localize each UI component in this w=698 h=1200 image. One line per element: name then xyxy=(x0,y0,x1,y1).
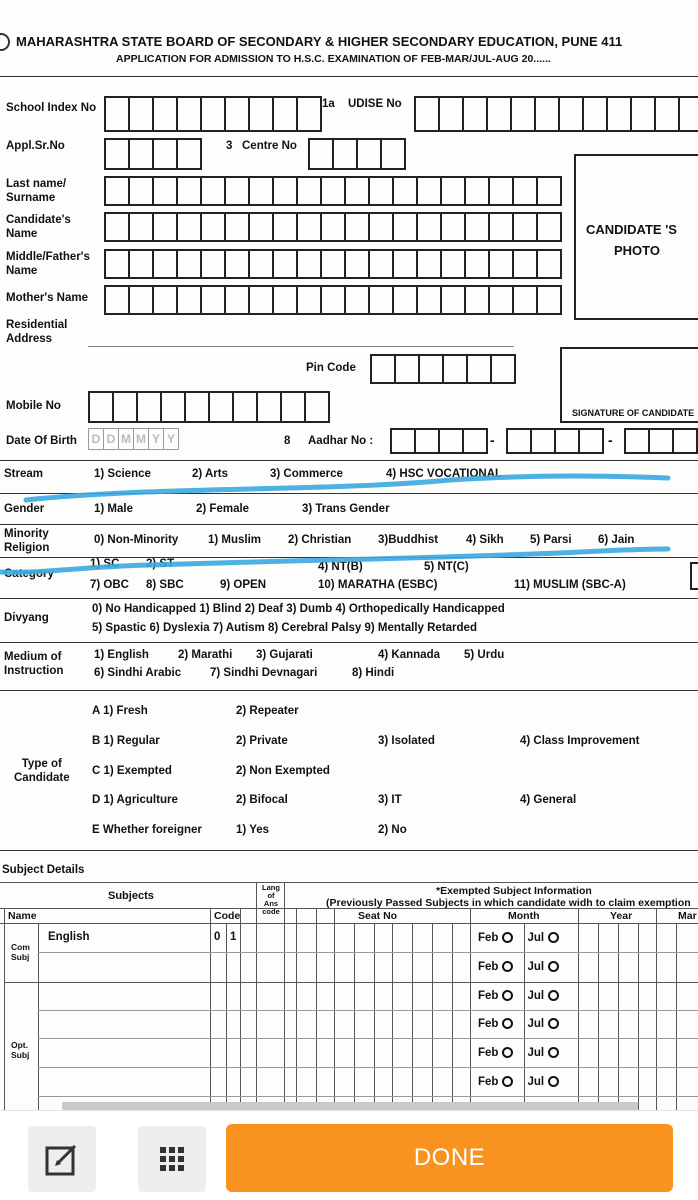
minority-option-0[interactable]: 0) Non-Minority xyxy=(94,534,179,546)
dob-label: Date Of Birth xyxy=(6,435,77,447)
candidate-name-label: Candidate's Name xyxy=(6,214,71,240)
dob-boxes[interactable]: D D M M Y Y xyxy=(88,428,178,450)
residential-address-label: Residential Address xyxy=(6,319,68,345)
category-label: Category xyxy=(4,568,54,580)
medium-option-marathi[interactable]: 2) Marathi xyxy=(178,649,233,661)
divyang-label: Divyang xyxy=(4,612,49,624)
lang-code-header: Lang of Ans code xyxy=(262,883,280,916)
type-e-foreigner: E Whether foreigner xyxy=(92,824,202,836)
middle-name-label: Middle/Father's Name xyxy=(6,251,90,277)
type-a-fresh[interactable]: A 1) Fresh xyxy=(92,705,148,717)
mark-header: Mar xyxy=(678,910,697,922)
medium-option-kannada[interactable]: 4) Kannada xyxy=(378,649,440,661)
medium-option-english[interactable]: 1) English xyxy=(94,649,149,661)
signature-label: SIGNATURE OF CANDIDATE xyxy=(572,408,695,418)
category-option-ntc[interactable]: 5) NT(C) xyxy=(424,561,469,573)
month-header: Month xyxy=(508,910,540,922)
type-b-regular[interactable]: B 1) Regular xyxy=(92,735,160,747)
type-c-exempted[interactable]: C 1) Exempted xyxy=(92,765,172,777)
minority-option-1[interactable]: 1) Muslim xyxy=(208,534,262,546)
month-row-1[interactable]: Feb Jul xyxy=(478,932,559,944)
centre-label: Centre No xyxy=(242,140,297,152)
year-header: Year xyxy=(610,910,633,922)
application-form: MAHARASHTRA STATE BOARD OF SECONDARY & HIGHER SECONDARY EDUCATION, PUNE 411 APPLICATION FOR ADMISSION TO H.S.C. EXAMINATION OF FEB-MAR/JUL-AUG 20...... School Index No 1a UDISE No Appl.Sr.No 3 Centre No Last name/ Surname Candidate's Name Middle/Father's Name Mother's Name CANDIDATE 'S PHOTO Residential Address Pin Code SIGNATURE OF CANDIDATE Mobile No Date Of Birth D D M M Y Y 8 Aadhar No : - - Stream 1) Science 2) Arts 3) Commerce 4) HSC VOCATIONAL Gender 1) Male 2) Female 3) Trans Gender Minority Religion 0) Non-Minority 1) Muslim 2) Christian 3)Buddhist 4) Sikh 5) Parsi 6) Jain Category 1) SC 2) ST 4) NT(B) 5) NT(C) 7) OBC 8) SBC 9) OPEN 10) MARATHA (ESBC) 11) MUSLIM (SBC-A) Divyang 0) No Handicapped 1) Blind 2) Deaf 3) Dumb 4) Orthopedically Handicapped 5) Spastic 6) Dyslexia 7) Autism 8) Cerebral Palsy 9) Mentally Retarded Medium of Instruction 1) English 2) Marathi 3) Gujarati 4) Kannada 5) Urdu 6) Sindhi Arabic 7) Sindhi Devnagari 8) Hindi Type of Candidate A 1) Fresh 2) Repeater B 1) Regular 2) Private 3) Isolated 4) Class Improvement C 1) Exempted 2) Non Exempted D 1) Agriculture 2) Bifocal 3) IT 4) General E Whether foreigner 1) Yes 2) No Subject Details Subjects Lang of Ans code *Exempted Subject Information (Previously Passed Subjects in which candidate widh to claim exemption Name Code Seat No Month Year Mar Com Subj Opt. Subj English 0 1 Feb Jul Feb Jul Feb Jul Feb Jul Feb Jul Feb Jul xyxy=(0,0,698,1110)
category-option-ntb[interactable]: 4) NT(B) xyxy=(318,561,363,573)
edit-button[interactable] xyxy=(28,1126,96,1192)
type-d-general[interactable]: 4) General xyxy=(520,794,577,806)
english-code-digit-1: 0 xyxy=(214,931,221,943)
school-index-label: School Index No xyxy=(6,102,97,114)
grid-icon xyxy=(157,1144,187,1174)
minority-label: Minority Religion xyxy=(4,528,50,554)
medium-option-urdu[interactable]: 5) Urdu xyxy=(464,649,505,661)
pin-code-label: Pin Code xyxy=(306,362,356,374)
category-option-st[interactable]: 2) ST xyxy=(146,558,175,570)
month-row-5[interactable]: Feb Jul xyxy=(478,1047,559,1059)
category-option-sc[interactable]: 1) SC xyxy=(90,558,120,570)
centre-number: 3 xyxy=(226,140,233,152)
stream-label: Stream xyxy=(4,468,43,480)
optional-subject-label: Opt. Subj xyxy=(11,1040,30,1060)
divyang-options-row1[interactable]: 0) No Handicapped 1) Blind 2) Deaf 3) Dumb 4) Orthopedically Handicapped xyxy=(92,603,505,615)
mobile-label: Mobile No xyxy=(6,400,61,412)
edit-icon xyxy=(43,1140,81,1178)
medium-option-hindi[interactable]: 8) Hindi xyxy=(352,667,395,679)
category-option-open[interactable]: 9) OPEN xyxy=(220,579,267,591)
category-option-sbc[interactable]: 8) SBC xyxy=(146,579,184,591)
gender-option-trans[interactable]: 3) Trans Gender xyxy=(302,503,390,515)
code-header: Code xyxy=(214,910,241,922)
month-row-6[interactable]: Feb Jul xyxy=(478,1076,559,1088)
minority-option-5[interactable]: 5) Parsi xyxy=(530,534,572,546)
seat-no-header: Seat No xyxy=(358,910,398,922)
type-d-agriculture[interactable]: D 1) Agriculture xyxy=(92,794,178,806)
aadhar-number: 8 xyxy=(284,435,291,447)
subject-details-title: Subject Details xyxy=(2,864,85,876)
udise-label: UDISE No xyxy=(348,98,402,110)
gender-label: Gender xyxy=(4,503,45,515)
exempted-subheader: (Previously Passed Subjects in which candidate widh to claim exemption xyxy=(326,897,691,909)
subject-english: English xyxy=(48,931,90,943)
medium-option-sindhi-devnagari[interactable]: 7) Sindhi Devnagari xyxy=(210,667,318,679)
minority-option-4[interactable]: 4) Sikh xyxy=(466,534,504,546)
mother-name-label: Mother's Name xyxy=(6,292,88,304)
type-b-isolated[interactable]: 3) Isolated xyxy=(378,735,435,747)
type-b-class-improvement[interactable]: 4) Class Improvement xyxy=(520,735,640,747)
stream-option-vocational[interactable]: 4) HSC VOCATIONAL xyxy=(386,468,503,480)
subjects-header: Subjects xyxy=(108,890,154,902)
type-e-yes[interactable]: 1) Yes xyxy=(236,824,270,836)
grid-menu-button[interactable] xyxy=(138,1126,206,1192)
minority-option-6[interactable]: 6) Jain xyxy=(598,534,635,546)
exempted-header: *Exempted Subject Information xyxy=(436,885,592,897)
month-row-4[interactable]: Feb Jul xyxy=(478,1018,559,1030)
medium-option-sindhi-arabic[interactable]: 6) Sindhi Arabic xyxy=(94,667,182,679)
minority-option-3[interactable]: 3)Buddhist xyxy=(378,534,439,546)
compulsory-subject-label: Com Subj xyxy=(11,942,30,962)
minority-option-2[interactable]: 2) Christian xyxy=(288,534,352,546)
category-option-obc[interactable]: 7) OBC xyxy=(90,579,129,591)
photo-label-2: PHOTO xyxy=(614,243,660,258)
gender-option-male[interactable]: 1) Male xyxy=(94,503,133,515)
type-c-non-exempted[interactable]: 2) Non Exempted xyxy=(236,765,330,777)
name-header: Name xyxy=(8,910,37,922)
form-subtitle: APPLICATION FOR ADMISSION TO H.S.C. EXAMINATION OF FEB-MAR/JUL-AUG 20...... xyxy=(116,53,551,65)
stream-option-arts[interactable]: 2) Arts xyxy=(192,468,228,480)
appl-sr-label: Appl.Sr.No xyxy=(6,140,65,152)
udise-number: 1a xyxy=(322,98,335,110)
type-b-private[interactable]: 2) Private xyxy=(236,735,288,747)
type-d-bifocal[interactable]: 2) Bifocal xyxy=(236,794,288,806)
category-option-maratha[interactable]: 10) MARATHA (ESBC) xyxy=(318,579,438,591)
medium-option-gujarati[interactable]: 3) Gujarati xyxy=(256,649,313,661)
type-a-repeater[interactable]: 2) Repeater xyxy=(236,705,299,717)
english-code-digit-2: 1 xyxy=(230,931,237,943)
form-title: MAHARASHTRA STATE BOARD OF SECONDARY & HIGHER SECONDARY EDUCATION, PUNE 411 xyxy=(16,34,623,49)
divyang-options-row2[interactable]: 5) Spastic 6) Dyslexia 7) Autism 8) Cerebral Palsy 9) Mentally Retarded xyxy=(92,622,477,634)
done-button[interactable]: DONE xyxy=(226,1124,673,1192)
stream-option-commerce[interactable]: 3) Commerce xyxy=(270,468,343,480)
aadhar-label: Aadhar No : xyxy=(308,435,374,447)
month-row-2[interactable]: Feb Jul xyxy=(478,961,559,973)
last-name-label: Last name/ Surname xyxy=(6,178,67,204)
gender-option-female[interactable]: 2) Female xyxy=(196,503,250,515)
stream-option-science[interactable]: 1) Science xyxy=(94,468,151,480)
photo-label-1: CANDIDATE 'S xyxy=(586,222,677,237)
month-row-3[interactable]: Feb Jul xyxy=(478,990,559,1002)
horizontal-scrollbar[interactable] xyxy=(62,1102,638,1110)
medium-label: Medium of Instruction xyxy=(4,651,64,677)
type-e-no[interactable]: 2) No xyxy=(378,824,407,836)
candidate-type-label: Type of Candidate xyxy=(14,758,70,784)
type-d-it[interactable]: 3) IT xyxy=(378,794,402,806)
category-option-muslim-sbc[interactable]: 11) MUSLIM (SBC-A) xyxy=(514,579,626,591)
